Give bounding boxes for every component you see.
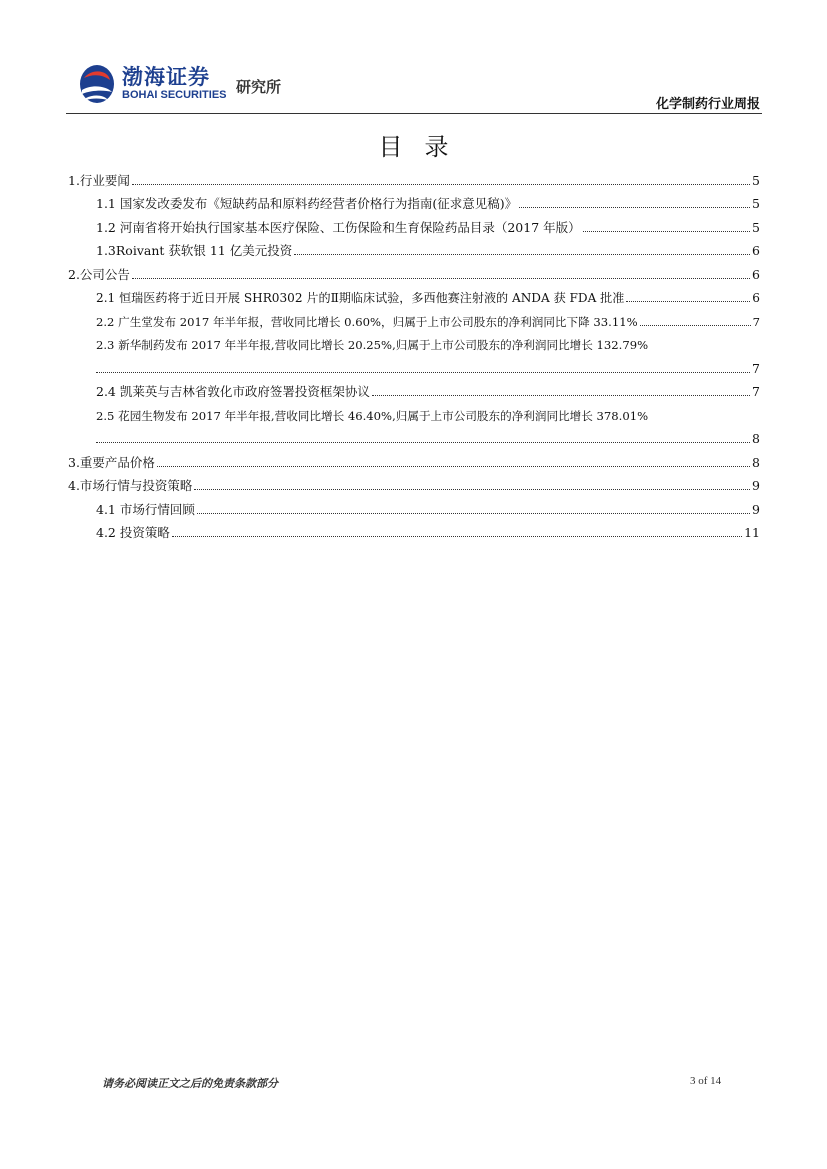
toc-entry[interactable] [68, 212, 760, 236]
logo-institute: 研究所 [236, 78, 282, 96]
toc-entry-text: 4.1 市场行情回顾 [96, 501, 195, 517]
bohai-logo [78, 62, 293, 106]
toc-entry-text: 3.重要产品价格 [68, 454, 155, 470]
toc-leader [640, 325, 751, 326]
toc-leader [157, 466, 750, 467]
toc-entry-continuation[interactable] [68, 353, 760, 377]
toc-entry-page: 11 [744, 525, 760, 540]
toc-title: 目录 [378, 133, 471, 161]
toc-leader [583, 231, 750, 232]
page-number: 3 of 14 [690, 1075, 722, 1087]
toc-entry-text: 2.3 新华制药发布 2017 年半年报,营收同比增长 20.25%,归属于上市公司股东的净利润同比增长 132.79% [96, 338, 649, 352]
toc-entry[interactable] [68, 518, 760, 542]
header-divider [66, 113, 762, 114]
page-header [68, 60, 762, 112]
toc-entry-text: 1.3Roivant 获软银 11 亿美元投资 [96, 243, 293, 258]
toc-leader [372, 395, 750, 396]
toc-entry[interactable] [68, 189, 760, 213]
toc-leader [626, 301, 750, 302]
toc-entry[interactable] [68, 447, 760, 471]
toc-entry-page: 6 [752, 266, 760, 282]
toc-entry-page: 5 [752, 219, 760, 235]
toc-entry[interactable] [68, 259, 760, 283]
toc-entry[interactable] [68, 471, 760, 495]
toc-entry-page: 7 [752, 384, 760, 399]
toc-entry-text: 2.1 恒瑞医药将于近日开展 SHR0302 片的Ⅱ期临床试验，多西他赛注射液的 ANDA 获 FDA 批准 [96, 291, 625, 305]
toc-entry-text: 2.5 花园生物发布 2017 年半年报,营收同比增长 46.40%,归属于上市公司股东的净利润同比增长 378.01% [96, 408, 649, 423]
toc-entry[interactable] [68, 236, 760, 260]
toc-entry-text: 2.2 广生堂发布 2017 年半年报，营收同比增长 0.60%，归属于上市公司股东的净利润同比下降 33.11% [96, 314, 638, 329]
toc-entry-page: 5 [752, 172, 760, 188]
toc-entry[interactable] [68, 377, 760, 401]
toc-entry-page: 8 [752, 431, 760, 446]
toc-entry[interactable] [68, 306, 760, 330]
toc-entry-page: 8 [752, 454, 760, 470]
toc-entry-page: 7 [752, 314, 760, 329]
toc-entry-text: 4.2 投资策略 [96, 525, 170, 540]
report-type: 化学制药行业周报 [655, 97, 760, 112]
toc-entry-page: 7 [752, 360, 760, 376]
toc-entry[interactable] [68, 494, 760, 518]
bohai-logo-icon [78, 62, 116, 106]
toc-entry-text: 1.行业要闻 [68, 172, 130, 188]
toc-entry-text: 4.市场行情与投资策略 [68, 478, 193, 493]
footer-disclaimer: 请务必阅读正文之后的免责条款部分 [102, 1077, 278, 1090]
toc-leader [96, 372, 750, 373]
toc-entry-text: 2.公司公告 [68, 266, 130, 282]
toc-entry-page: 5 [752, 196, 760, 211]
toc-leader [132, 184, 750, 185]
toc-leader [172, 536, 742, 537]
toc-entry-page: 9 [752, 501, 760, 517]
toc-entry[interactable] [68, 283, 760, 307]
toc-leader [96, 442, 750, 443]
toc-entry[interactable] [68, 400, 760, 424]
toc-entry-text: 2.4 凯莱英与吉林省敦化市政府签署投资框架协议 [96, 384, 370, 399]
toc-entry-page: 6 [752, 291, 760, 305]
toc-entry-page: 9 [752, 478, 760, 493]
toc-leader [519, 207, 750, 208]
toc-entry[interactable] [68, 330, 760, 354]
table-of-contents [68, 165, 760, 541]
logo-chinese-name: 渤海证券 [122, 65, 210, 89]
toc-leader [132, 278, 750, 279]
toc-entry-text: 1.1 国家发改委发布《短缺药品和原料药经营者价格行为指南(征求意见稿)》 [96, 196, 518, 211]
toc-entry-page: 6 [752, 243, 760, 258]
logo-english-name: BOHAI SECURITIES [122, 89, 227, 101]
toc-leader [194, 489, 750, 490]
toc-entry-text: 1.2 河南省将开始执行国家基本医疗保险、工伤保险和生育保险药品目录（2017 年版） [96, 219, 581, 235]
toc-leader [197, 513, 750, 514]
toc-entry[interactable] [68, 165, 760, 189]
toc-entry-continuation[interactable] [68, 424, 760, 448]
toc-leader [294, 254, 750, 255]
